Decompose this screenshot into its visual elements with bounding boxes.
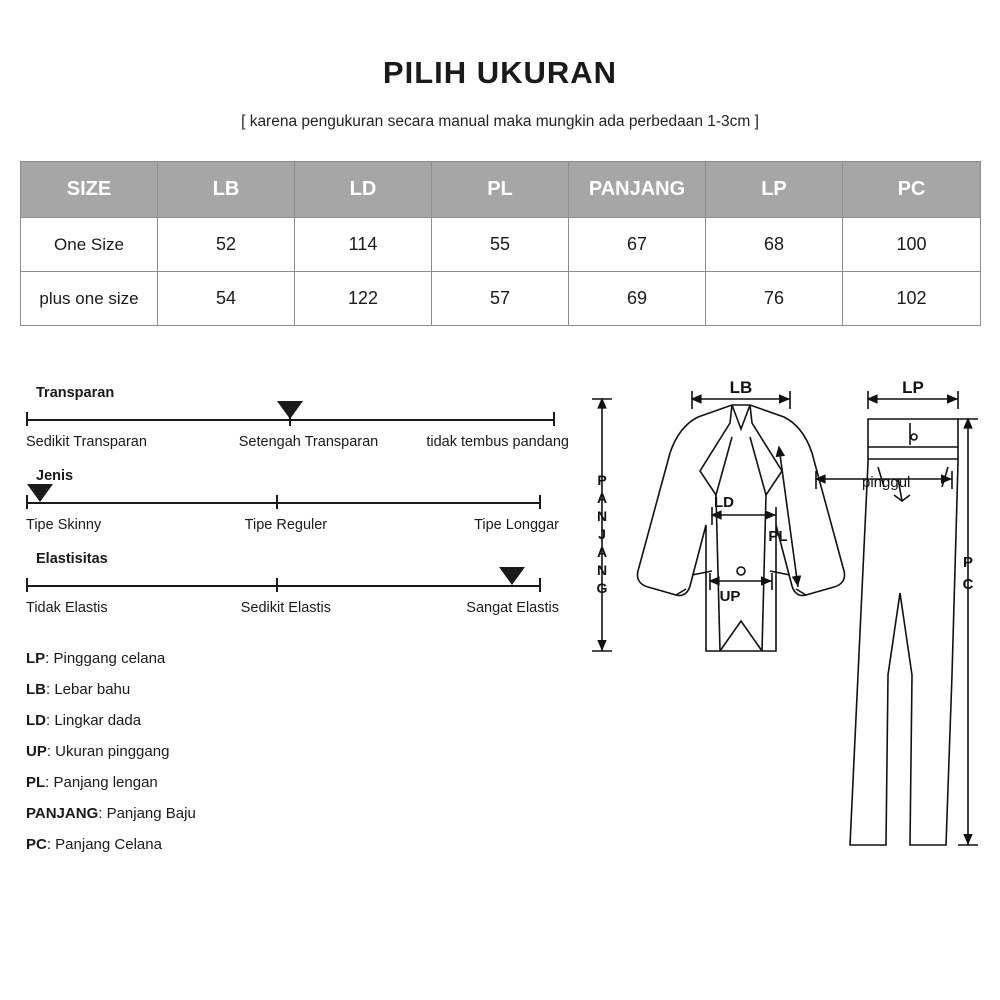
scale-tick-right xyxy=(539,578,541,592)
size-table-head xyxy=(21,162,981,218)
scale-marker-elastisitas xyxy=(499,567,525,585)
list-item xyxy=(26,836,591,853)
attributes-column xyxy=(26,385,591,867)
cell-one-size-pl: 55 xyxy=(432,218,569,272)
list-item xyxy=(26,681,591,698)
scale-jenis-option-1: Tipe Reguler xyxy=(244,517,328,533)
label-pc-letter-p: P xyxy=(962,554,974,571)
legend-code-pl: PL xyxy=(26,774,46,791)
legend-desc-lb: : Lebar bahu xyxy=(46,681,131,698)
svg-text:N: N xyxy=(596,508,608,524)
legend-desc-panjang: : Panjang Baju xyxy=(98,805,196,822)
column-header-pl: PL xyxy=(432,162,569,218)
scale-elastisitas-label: Elastisitas xyxy=(36,551,108,567)
svg-text:A: A xyxy=(596,544,608,560)
lower-section xyxy=(0,378,1000,985)
row-label-plus-one-size: plus one size xyxy=(21,272,158,326)
legend-desc-pc: : Panjang Celana xyxy=(46,836,162,853)
column-header-pc: PC xyxy=(843,162,981,218)
scale-marker-transparan xyxy=(277,401,303,419)
scale-tick-mid xyxy=(276,578,278,592)
size-table xyxy=(20,161,981,326)
label-ld: LD xyxy=(714,494,734,511)
scale-elastisitas-option-0: Tidak Elastis xyxy=(26,600,108,616)
column-header-size: SIZE xyxy=(21,162,158,218)
label-lb: LB xyxy=(729,378,753,397)
cell-plus-lb: 54 xyxy=(158,272,295,326)
label-pinggul: pinggul xyxy=(862,474,911,491)
list-item xyxy=(26,650,591,667)
legend-code-pc: PC xyxy=(26,836,47,853)
scale-jenis-option-0: Tipe Skinny xyxy=(26,517,102,533)
scale-elastisitas-bar xyxy=(26,574,591,596)
cell-plus-pc: 102 xyxy=(843,272,981,326)
scale-jenis-bar xyxy=(26,491,591,513)
list-item xyxy=(26,712,591,729)
legend-code-up: UP xyxy=(26,743,47,760)
label-up: UP xyxy=(719,588,741,605)
size-table-body xyxy=(21,218,981,326)
label-panjang xyxy=(597,472,608,596)
legend-code-panjang: PANJANG xyxy=(26,805,99,822)
cell-one-size-lb: 52 xyxy=(158,218,295,272)
scale-transparan-option-0: Sedikit Transparan xyxy=(26,434,147,450)
cell-plus-panjang: 69 xyxy=(569,272,706,326)
svg-text:G: G xyxy=(596,580,608,596)
cell-one-size-lp: 68 xyxy=(706,218,843,272)
svg-text:A: A xyxy=(596,490,608,506)
cell-one-size-pc: 100 xyxy=(843,218,981,272)
cell-one-size-ld: 114 xyxy=(295,218,432,272)
column-header-ld: LD xyxy=(295,162,432,218)
scale-elastisitas-option-2: Sangat Elastis xyxy=(466,600,559,616)
cell-plus-pl: 57 xyxy=(432,272,569,326)
legend-desc-ld: : Lingkar dada xyxy=(46,712,142,729)
scale-marker-jenis xyxy=(27,484,53,502)
row-label-one-size: One Size xyxy=(21,218,158,272)
column-header-lb: LB xyxy=(158,162,295,218)
legend-desc-up: : Ukuran pinggang xyxy=(46,743,170,760)
column-header-panjang: PANJANG xyxy=(569,162,706,218)
scale-tick-left xyxy=(26,412,28,426)
scale-jenis-captions xyxy=(26,517,591,541)
legend-list xyxy=(26,650,591,853)
scale-tick-mid xyxy=(276,495,278,509)
scale-elastisitas xyxy=(26,551,591,624)
list-item xyxy=(26,743,591,760)
scale-transparan xyxy=(26,385,591,458)
scale-jenis-label: Jenis xyxy=(36,468,74,484)
legend-desc-pl: : Panjang lengan xyxy=(45,774,158,791)
scale-jenis xyxy=(26,468,591,541)
scale-tick-right xyxy=(553,412,555,426)
svg-text:N: N xyxy=(596,562,608,578)
legend-desc-lp: : Pinggang celana xyxy=(45,650,166,667)
scale-transparan-bar xyxy=(26,408,591,430)
jacket-outline xyxy=(637,405,844,651)
label-lp: LP xyxy=(902,378,924,397)
table-row xyxy=(21,272,981,326)
label-pc-letter-c: C xyxy=(962,576,974,593)
list-item xyxy=(26,774,591,791)
measurement-note: [ karena pengukuran secara manual maka mungkin ada perbedaan 1-3cm ] xyxy=(241,113,759,130)
scale-line xyxy=(26,585,541,587)
svg-text:P: P xyxy=(597,472,607,488)
scale-transparan-captions xyxy=(26,434,591,458)
page-title: PILIH UKURAN xyxy=(382,55,618,90)
cell-one-size-panjang: 67 xyxy=(569,218,706,272)
scale-tick-left xyxy=(26,578,28,592)
scale-elastisitas-option-1: Sedikit Elastis xyxy=(240,600,332,616)
scale-jenis-option-2: Tipe Longgar xyxy=(474,517,559,533)
measurement-illustration xyxy=(580,375,990,975)
scale-transparan-option-1: Setengah Transparan xyxy=(238,434,379,450)
list-item xyxy=(26,805,591,822)
size-table-container xyxy=(20,161,980,326)
cell-plus-lp: 76 xyxy=(706,272,843,326)
scale-transparan-option-2: tidak tembus pandang xyxy=(426,434,569,450)
legend-code-ld: LD xyxy=(26,712,46,729)
legend-code-lb: LB xyxy=(26,681,46,698)
label-pl: PL xyxy=(768,528,788,545)
legend-code-lp: LP xyxy=(26,650,46,667)
scale-transparan-label: Transparan xyxy=(36,385,115,401)
table-row xyxy=(21,218,981,272)
scale-line xyxy=(26,502,541,504)
garment-diagram-svg xyxy=(580,375,990,975)
table-header-row xyxy=(21,162,981,218)
column-header-lp: LP xyxy=(706,162,843,218)
svg-text:J: J xyxy=(598,526,606,542)
cell-plus-ld: 122 xyxy=(295,272,432,326)
scale-tick-right xyxy=(539,495,541,509)
scale-elastisitas-captions xyxy=(26,600,591,624)
